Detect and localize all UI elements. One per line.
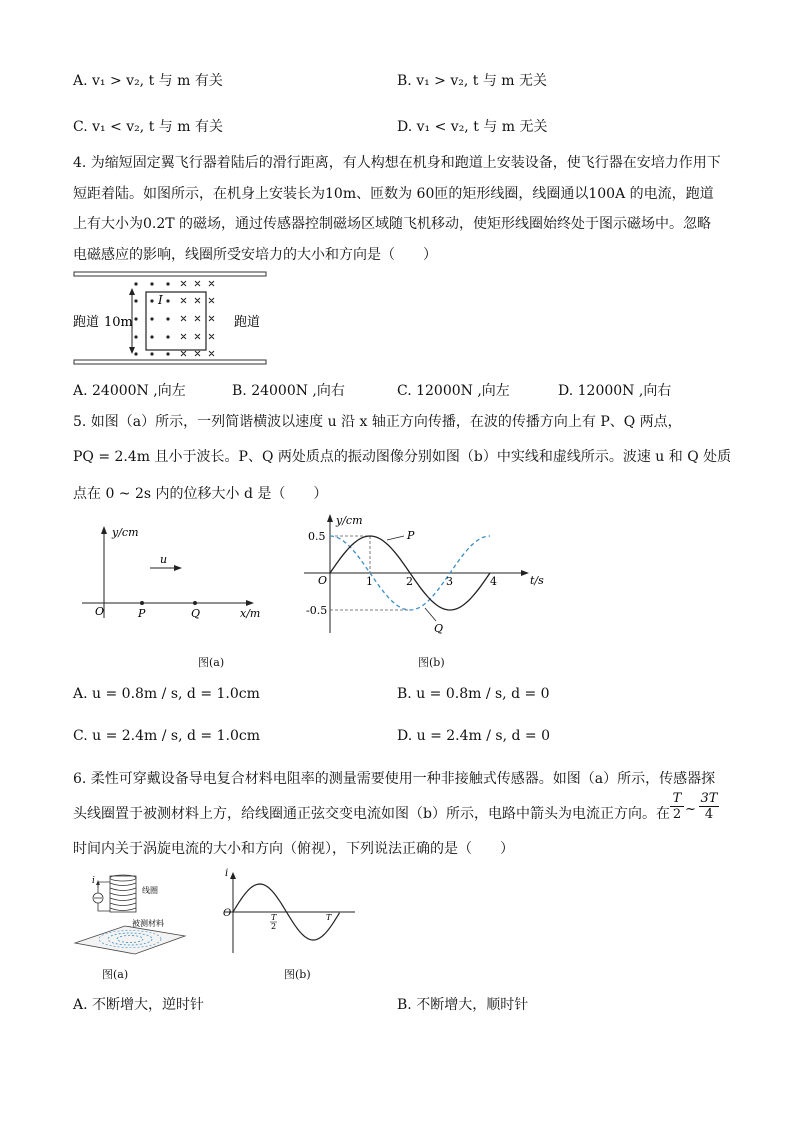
q6a-i-label: i	[92, 876, 95, 886]
q6-frac2: 3T 4	[700, 791, 718, 822]
q4-option-b: B. 24000N ,向右	[232, 383, 345, 399]
q5-stem-line2: PQ = 2.4m 且小于波长。P、Q 两处质点的振动图像分别如图（b）中实线和虚线所示。波速 u 和 Q 处质	[73, 449, 732, 465]
q6-stem-line2: 头线圈置于被测材料上方，给线圈通正弦交变电流如图（b）所示，电路中箭头为电流正方向。在	[73, 806, 670, 822]
q3-option-a: A. v₁ > v₂, t 与 m 有关	[73, 73, 223, 89]
q6b-T-label: T	[326, 913, 332, 922]
q5b-p-label: P	[407, 529, 415, 542]
q6-figure-a-caption: 图(a)	[102, 968, 129, 981]
q6-tilde: ~	[685, 802, 696, 817]
q3-option-d: D. v₁ < v₂, t 与 m 无关	[397, 119, 548, 135]
q4-stem-line1: 4. 为缩短固定翼飞行器着陆后的滑行距离，有人构想在机身和跑道上安装设备，使飞行器在安培力作用下	[73, 155, 721, 171]
q5a-origin: O	[95, 605, 105, 618]
q5b-ylabel: y/cm	[336, 514, 363, 527]
q4-stem-line2: 短距着陆。如图所示，在机身上安装长为10m、匝数为 60匝的矩形线圈，线圈通以100A 的电流，跑道	[73, 186, 714, 202]
q5-option-a: A. u = 0.8m / s, d = 1.0cm	[73, 686, 260, 702]
q5b-origin: O	[318, 574, 328, 587]
q5-stem-line1: 5. 如图（a）所示，一列简谐横波以速度 u 沿 x 轴正方向传播，在波的传播方向上有 P、Q 两点，	[73, 414, 682, 430]
q4-fig-current-label: I	[158, 293, 163, 307]
q5b-tick-4: 4	[490, 575, 497, 588]
q5b-top-tick: 0.5	[308, 530, 326, 543]
q4-figure	[70, 268, 270, 368]
q4-fig-left-label: 跑道	[73, 315, 100, 330]
q6b-halfT-den: 2	[271, 922, 277, 931]
q4-fig-length-label: 10m	[104, 315, 133, 330]
q5-option-d: D. u = 2.4m / s, d = 0	[397, 728, 551, 744]
q6-figure-b	[215, 868, 365, 958]
q6-stem-line3: 时间内关于涡旋电流的大小和方向（俯视），下列说法正确的是（ ）	[73, 841, 514, 857]
q6-figure-a	[70, 868, 190, 958]
q4-option-d: D. 12000N ,向右	[558, 383, 672, 399]
q3-option-c: C. v₁ < v₂, t 与 m 有关	[73, 119, 223, 135]
q5a-u-label: u	[160, 553, 168, 566]
q5b-tick-1: 1	[366, 575, 373, 588]
q5a-xlabel: x/m	[240, 607, 261, 620]
q5-option-c: C. u = 2.4m / s, d = 1.0cm	[73, 728, 260, 744]
q6b-origin: O	[223, 908, 232, 919]
q5b-q-label: Q	[434, 622, 444, 635]
q6a-coil-label: 线圈	[142, 886, 158, 895]
q4-stem-line3: 上有大小为0.2T 的磁场，通过传感器控制磁场区域随飞机移动，使矩形线圈始终处于图示磁场中。忽略	[73, 216, 712, 232]
q4-option-c: C. 12000N ,向左	[397, 383, 510, 399]
q4-stem-line4: 电磁感应的影响，线圈所受安培力的大小和方向是（ ）	[73, 247, 437, 263]
q5b-bottom-tick: -0.5	[306, 604, 328, 617]
q5-figure-b-caption: 图(b)	[418, 656, 445, 669]
q5-figure-b	[300, 508, 560, 638]
q5a-q-label: Q	[191, 607, 201, 620]
q5-figure-a-caption: 图(a)	[198, 656, 225, 669]
q6a-material-label: 被测材料	[132, 919, 164, 928]
q5-figure-a	[78, 518, 268, 628]
q5a-ylabel: y/cm	[112, 526, 139, 539]
q4-fig-right-label: 跑道	[234, 315, 261, 330]
q6b-halfT-num: T	[271, 913, 277, 922]
q6-stem-line1: 6. 柔性可穿戴设备导电复合材料电阻率的测量需要使用一种非接触式传感器。如图（a）所示，传感器探	[73, 771, 716, 787]
q5b-tick-3: 3	[446, 575, 453, 588]
q3-option-b: B. v₁ > v₂, t 与 m 无关	[397, 73, 548, 89]
q5-stem-line3: 点在 0 ~ 2s 内的位移大小 d 是（ ）	[73, 486, 328, 502]
q6-frac1: T 2	[670, 791, 684, 822]
q5b-tick-2: 2	[406, 575, 413, 588]
q4-option-a: A. 24000N ,向左	[73, 383, 186, 399]
q5b-xlabel: t/s	[530, 574, 544, 587]
q6-option-b: B. 不断增大，顺时针	[397, 997, 529, 1013]
q5-option-b: B. u = 0.8m / s, d = 0	[397, 686, 550, 702]
q5a-p-label: P	[138, 607, 146, 620]
q6-figure-b-caption: 图(b)	[284, 968, 311, 981]
q6b-i-label: i	[225, 868, 229, 879]
q6-option-a: A. 不断增大，逆时针	[73, 997, 205, 1013]
